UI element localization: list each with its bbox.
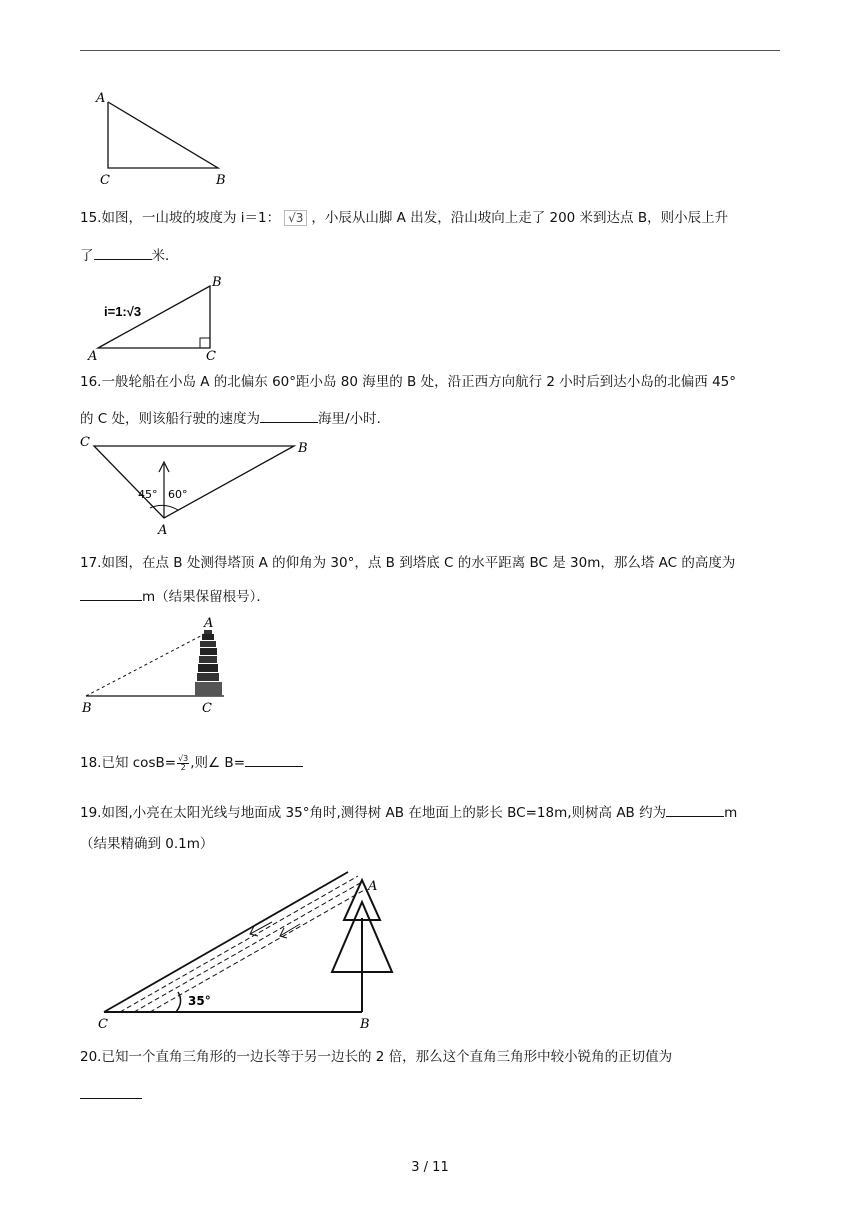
q16-line1-text: 16.一般轮船在小岛 A 的北偏东 60°距小岛 80 海里的 B 处，沿正西方向航行 2 小时后到达小岛的北偏西 45°: [80, 374, 737, 390]
label-c: C: [100, 173, 110, 188]
q18-suffix: ,则∠ B=: [190, 755, 246, 771]
q17-line2-suffix: m（结果保留根号）．: [142, 589, 270, 605]
sqrt3-symbol: √3: [284, 210, 307, 226]
label-b: B: [212, 275, 222, 290]
answer-blank-q18[interactable]: [245, 752, 303, 767]
figure-q17-tower: [78, 614, 238, 718]
q16-line2-suffix: 海里/小时．: [318, 411, 391, 427]
label-c: C: [80, 435, 90, 450]
q15-line2-prefix: 了: [80, 248, 94, 264]
figure-q14-triangle: [90, 88, 240, 188]
q17-line2: [80, 586, 780, 607]
q15-suffix: ，小辰从山脚 A 出发，沿山坡向上走了 200 米到达点 B，则小辰上升: [311, 210, 729, 226]
q19-line2: [80, 834, 780, 854]
label-c: C: [206, 349, 216, 364]
q20-line1-text: 20.已知一个直角三角形的一边长等于另一边长的 2 倍，那么这个直角三角形中较小锐角的正切值为: [80, 1049, 673, 1065]
answer-blank-q16[interactable]: [260, 408, 318, 423]
angle-60: 60°: [168, 488, 188, 501]
label-a: A: [368, 879, 378, 894]
answer-blank-q20[interactable]: [80, 1084, 142, 1099]
figure-q15-slope: [84, 272, 234, 364]
answer-blank-q19[interactable]: [666, 802, 724, 817]
fraction-sqrt3-over-2: [177, 755, 189, 772]
q19-line1-prefix: 19.如图,小亮在太阳光线与地面成 35°角时,测得树 AB 在地面上的影长 BC=18m,则树高 AB 约为: [80, 805, 667, 821]
q16-line2-prefix: 的 C 处，则该船行驶的速度为: [80, 411, 261, 427]
label-a: A: [96, 91, 106, 106]
q15-prefix: 15.如图，一山坡的坡度为 i＝1：: [80, 210, 281, 226]
q20-line1: [80, 1047, 780, 1067]
angle-35: 35°: [188, 994, 211, 1008]
pagoda-icon: [195, 630, 222, 696]
frac-numerator: √3: [178, 753, 189, 763]
header-rule: [80, 50, 780, 51]
label-b: B: [216, 173, 226, 188]
answer-blank-q15[interactable]: [94, 245, 152, 260]
label-c: C: [98, 1017, 108, 1032]
q19-line2-text: （结果精确到 0.1m）: [80, 836, 214, 852]
q17-line1-text: 17.如图，在点 B 处测得塔顶 A 的仰角为 30°，点 B 到塔底 C 的水平距离 BC 是 30m，那么塔 AC 的高度为: [80, 555, 736, 571]
q15-line2-suffix: 米．: [151, 248, 179, 264]
q19-line1: [80, 802, 780, 823]
label-c: C: [202, 701, 212, 716]
figure-q16-navigation: [76, 432, 316, 540]
angle-45: 45°: [138, 488, 158, 501]
q19-line1-suffix: m: [724, 805, 738, 821]
q15-line2: [80, 245, 780, 266]
label-b: B: [360, 1017, 370, 1032]
q16-line2: [80, 408, 780, 429]
label-b: B: [82, 701, 92, 716]
label-a: A: [88, 349, 98, 364]
label-a: A: [158, 523, 168, 538]
page-number: 3 / 11: [411, 1160, 449, 1175]
label-b: B: [298, 441, 308, 456]
frac-denominator: 2: [180, 762, 186, 772]
q16-line1: [80, 372, 780, 392]
answer-blank-q17[interactable]: [80, 586, 142, 601]
q18-line: [80, 752, 780, 773]
q20-line2: [80, 1084, 780, 1105]
q18-prefix: 18.已知 cosB=: [80, 755, 177, 771]
label-a: A: [204, 616, 214, 631]
slope-label: i=1:√3: [104, 304, 142, 319]
q17-line1: [80, 553, 780, 573]
figure-q19-tree-shadow: [94, 862, 394, 1034]
q15-line1: [80, 208, 780, 228]
